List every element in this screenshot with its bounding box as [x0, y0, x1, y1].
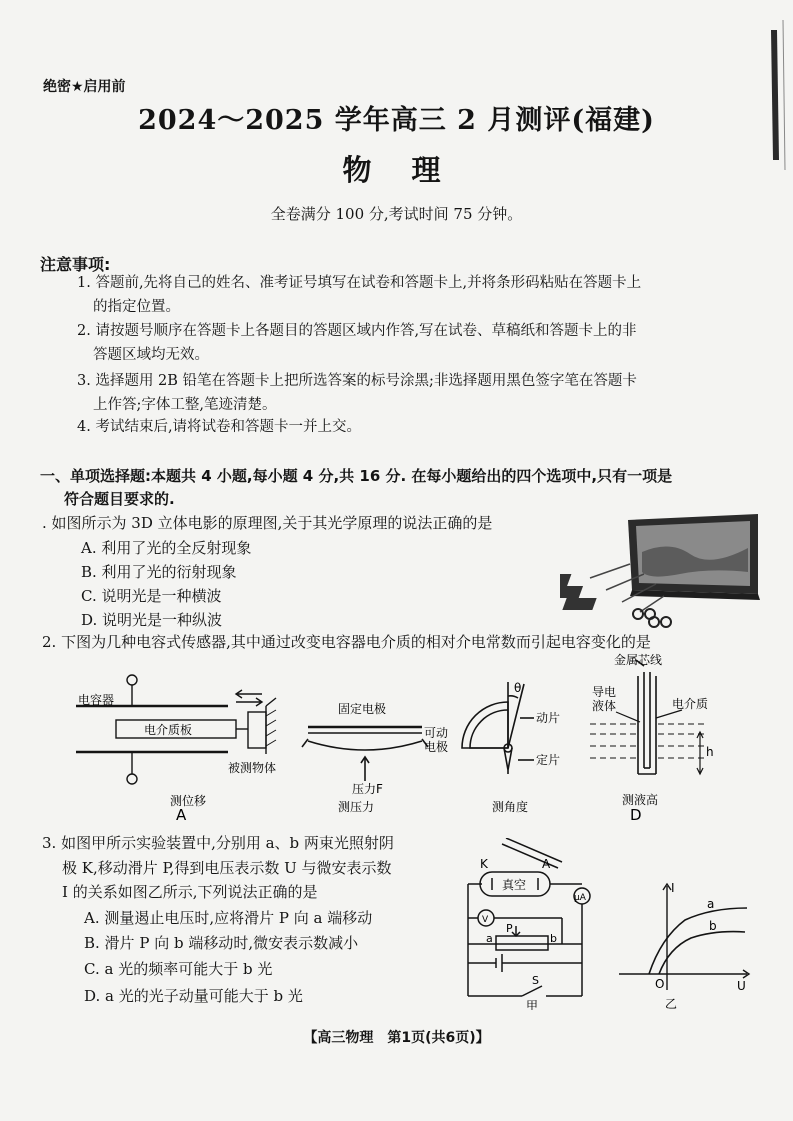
fig-c-label-fixed-plate: 定片: [536, 753, 561, 767]
fig-c-label-moving-plate: 动片: [536, 711, 561, 725]
fig-a-label-capacitor: 电容器: [78, 693, 115, 707]
fig-d-label-h: h: [706, 745, 714, 759]
fig-jia-label-microammeter: μA: [574, 893, 586, 903]
q3-figure-yi: [615, 878, 755, 1010]
fig-c-label-theta: θ: [514, 681, 522, 695]
q3-stem-line: 极 K,移动滑片 P,得到电压表示数 U 与微安表示数: [62, 859, 392, 877]
fig-d-label-core: 金属芯线: [614, 653, 663, 667]
q1-option-d: D. 说明光是一种纵波: [81, 611, 223, 629]
fig-jia-label-voltmeter: V: [482, 915, 489, 925]
fig-a-label-dielectric: 电介质板: [144, 723, 193, 737]
fig-jia-label-p: P: [506, 922, 513, 935]
fig-jia-label-pb: b: [550, 932, 557, 945]
fig-yi-axis-i: I: [671, 881, 675, 895]
q3-option-a: A. 测量遏止电压时,应将滑片 P 向 a 端移动: [84, 909, 373, 927]
fig-b-label-movable: 可动: [424, 726, 449, 740]
fig-d-letter: D: [630, 806, 642, 822]
fig-b-label-fixed: 固定电极: [338, 702, 387, 716]
exam-title: 2024～2025 学年高三 2 月测评(福建): [138, 105, 655, 136]
notice-item: 1. 答题前,先将自己的姓名、准考证号填写在试卷和答题卡上,并将条形码粘贴在答题卡上: [77, 275, 642, 291]
fig-yi-axis-u: U: [737, 979, 746, 993]
fig-yi-caption: 乙: [665, 997, 678, 1010]
notice-heading: 注意事项:: [40, 255, 111, 274]
q1-stem: . 如图所示为 3D 立体电影的原理图,关于其光学原理的说法正确的是: [42, 514, 493, 532]
q2-figure-b: [300, 695, 450, 815]
notice-item: 3. 选择题用 2B 铅笔在答题卡上把所选答案的标号涂黑;非选择题用黑色签字笔在答题卡: [77, 373, 637, 389]
confidential-label: 绝密★启用前: [43, 79, 126, 95]
page-footer: 【高三物理 第1页(共6页)】: [303, 1030, 490, 1046]
fig-yi-origin: O: [655, 977, 665, 991]
fig-a-caption: 测位移: [170, 794, 207, 808]
notice-item: 的指定位置。: [93, 299, 180, 315]
q1-option-c: C. 说明光是一种横波: [81, 587, 222, 605]
subject-title: 物理: [342, 153, 481, 187]
q3-stem-line: I 的关系如图乙所示,下列说法正确的是: [62, 883, 318, 901]
fig-b-label-electrode: 电极: [424, 740, 449, 754]
fig-d-caption: 测液高: [622, 793, 659, 807]
3d-movie-figure: [560, 512, 765, 630]
notice-item: 答题区域均无效。: [93, 347, 209, 363]
fig-b-label-force: 压力F: [352, 782, 383, 796]
fig-b-caption: 测压力: [338, 800, 375, 814]
score-time-line: 全卷满分 100 分,考试时间 75 分钟。: [270, 205, 523, 223]
notice-item: 2. 请按题号顺序在答题卡上各题目的答题区域内作答,写在试卷、草稿纸和答题卡上的非: [77, 323, 637, 339]
fig-yi-curve-a: a: [707, 897, 715, 911]
fig-jia-label-pa: a: [486, 932, 493, 945]
fig-c-caption: 测角度: [492, 800, 529, 814]
q2-stem: 2. 下图为几种电容式传感器,其中通过改变电容器电介质的相对介电常数而引起电容变化的是: [42, 633, 651, 651]
fig-d-label-conductive: 导电: [592, 685, 617, 699]
fig-a-label-object: 被测物体: [228, 761, 277, 775]
fig-jia-label-s: S: [532, 974, 539, 987]
q3-option-d: D. a 光的光子动量可能大于 b 光: [84, 987, 303, 1005]
section-heading-line: 一、单项选择题:本题共 4 小题,每小题 4 分,共 16 分. 在每小题给出的四个选项中,只有一项是: [40, 467, 673, 485]
fig-jia-caption: 甲: [526, 999, 539, 1010]
section-heading: [40, 465, 760, 511]
fig-d-label-dielectric: 电介质: [672, 697, 709, 711]
fig-jia-label-vacuum: 真空: [502, 878, 527, 892]
notice-item: 上作答;字体工整,笔迹清楚。: [93, 397, 277, 413]
notice-item: 4. 考试结束后,请将试卷和答题卡一并上交。: [77, 419, 362, 435]
fig-jia-label-k: K: [480, 857, 488, 871]
q3-option-b: B. 滑片 P 向 b 端移动时,微安表示数减小: [84, 934, 359, 952]
q1-option-a: A. 利用了光的全反射现象: [81, 539, 252, 557]
q3-figure-jia: [462, 838, 610, 1010]
fig-yi-curve-b: b: [709, 919, 717, 933]
section-heading-line: 符合题目要求的.: [64, 490, 175, 508]
q2-figure-a: [70, 662, 295, 822]
q2-figure-c: [460, 678, 585, 818]
q1-option-b: B. 利用了光的衍射现象: [81, 563, 237, 581]
q3-stem-line: 3. 如图甲所示实验装置中,分别用 a、b 两束光照射阴: [42, 834, 394, 852]
fig-a-letter: A: [176, 806, 187, 822]
q2-figure-d: [588, 652, 738, 822]
fig-d-label-liquid: 液体: [592, 699, 617, 713]
q3-option-c: C. a 光的频率可能大于 b 光: [84, 960, 273, 978]
fig-jia-label-anode: A: [542, 857, 551, 871]
